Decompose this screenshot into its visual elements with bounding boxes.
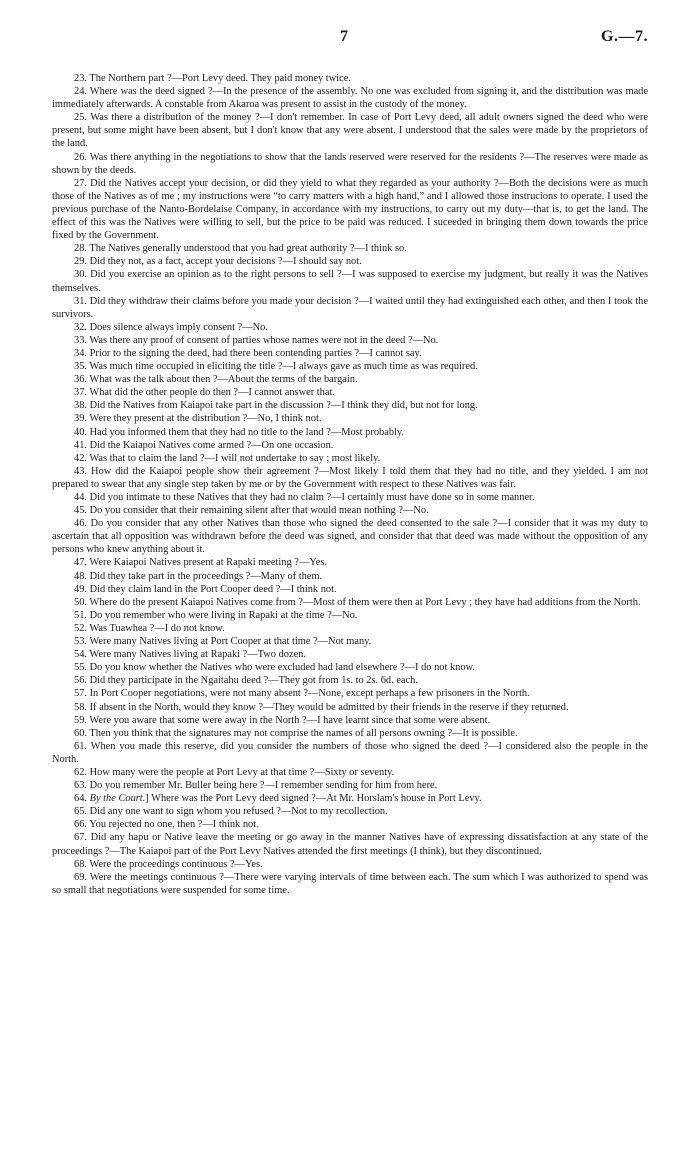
question-answer-paragraph: 29. Did they not, as a fact, accept your decisions ?—I should say not. — [74, 256, 362, 268]
question-answer-paragraph: 24. Where was the deed signed ?—In the presence of the assembly. No one was excluded from signing it, and the distribution was made immediately afterwards. A constable from Akaroa was present to assist in the custody of the money. — [52, 86, 648, 111]
question-answer-paragraph: 47. Were Kaiapoi Natives present at Rapaki meeting ?—Yes. — [74, 557, 327, 569]
question-answer-paragraph: 41. Did the Kaiapoi Natives come armed ?—On one occasion. — [74, 439, 334, 451]
question-answer-paragraph: 28. The Natives generally understood that you had great authority ?—I think so. — [74, 243, 407, 255]
question-answer-paragraph: 61. When you made this reserve, did you consider the numbers of those who signed the deed ?—I considered also the people in the North. — [52, 740, 648, 765]
question-answer-paragraph: 23. The Northern part ?—Port Levy deed. They paid money twice. — [74, 73, 351, 84]
question-answer-paragraph: 43. How did the Kaiapoi people show their agreement ?—Most likely I told them that they had no title, and they yielded. I am not prepared to swear that any single step taken by me or by the Government with respect to these Natives was fair. — [52, 465, 648, 490]
question-answer-paragraph: 54. Were many Natives living at Rapaki ?—Two dozen. — [74, 649, 306, 661]
question-answer-paragraph: 35. Was much time occupied in eliciting the title ?—I always gave as much time as was required. — [74, 361, 478, 373]
question-answer-paragraph: 45. Do you consider that their remaining silent after that would mean nothing ?—No. — [74, 505, 429, 517]
question-answer-paragraph: 50. Where do the present Kaiapoi Natives come from ?—Most of them were then at Port Levy ; they have had additions from the North. — [74, 596, 641, 608]
question-answer-paragraph: 38. Did the Natives from Kaiapoi take part in the discussion ?—I think they did, but not for long. — [74, 400, 478, 412]
question-answer-paragraph: 64. By the Court.] Where was the Port Levy deed signed ?—At Mr. Horslam's house in Port Levy. — [74, 793, 482, 805]
question-answer-paragraph: 31. Did they withdraw their claims before you made your decision ?—I waited until they had extinguished each other, and then I took the survivors. — [52, 295, 648, 320]
question-answer-paragraph: 68. Were the proceedings continuous ?—Yes. — [74, 858, 263, 870]
question-answer-paragraph: 39. Were they present at the distribution ?—No, I think not. — [74, 413, 322, 425]
question-answer-paragraph: 58. If absent in the North, would they know ?—They would be admitted by their friends in the reserve if they returned. — [74, 701, 569, 713]
question-answer-paragraph: 36. What was the talk about then ?—About the terms of the bargain. — [74, 374, 358, 386]
question-answer-paragraph: 53. Were many Natives living at Port Cooper at that time ?—Not many. — [74, 636, 372, 648]
question-answer-paragraph: 26. Was there anything in the negotiations to show that the lands reserved were reserved for the residents ?—The reserves were made as shown by the deeds. — [52, 151, 648, 176]
question-answer-paragraph: 49. Did they claim land in the Port Cooper deed ?—I think not. — [74, 583, 337, 595]
question-answer-paragraph: 65. Did any one want to sign whom you refused ?—Not to my recollection. — [74, 806, 388, 818]
question-answer-paragraph: 66. You rejected no one, then ?—I think not. — [74, 819, 259, 831]
question-answer-paragraph: 32. Does silence always imply consent ?—No. — [74, 321, 268, 333]
page-header — [52, 30, 648, 72]
question-answer-paragraph: 69. Were the meetings continuous ?—There were varying intervals of time between each. The sum which I was authorized to spend was so small that negotiations were suspended for some time. — [52, 871, 648, 896]
question-answer-paragraph: 60. Then you think that the signatures may not comprise the names of all persons owning ?—It is possible. — [74, 727, 518, 739]
question-answer-paragraph: 44. Did you intimate to these Natives that they had no claim ?—I certainly must have done so in some manner. — [74, 492, 535, 503]
question-answer-paragraph: 46. Do you consider that any other Natives than those who signed the deed consented to the sale ?—I consider that it was my duty to ascertain that all opposition was withdrawn before the deed was signed, and consider that that deed was made without the opposition of any persons who knew anything about it. — [52, 518, 648, 556]
question-answer-paragraph: 27. Did the Natives accept your decision, or did they yield to what they regarded as your authority ?—Both the decisions were as much those of the Natives as of me ; my instructions were “to carry matters with a high hand,” and I allowed those instrucions to operate. I used the previous purchase of the Nanto-Bordelaise Company, in accordance with my instructions, to carry out my duty—that is, to get the land. The effect of this was the Natives were willing to sell, but the price to be paid was reduced. I suceeded in bringing them down towards the price fixed by the Government. — [52, 177, 648, 242]
question-answer-paragraph: 55. Do you know whether the Natives who were excluded had land elsewhere ?—I do not know. — [74, 662, 475, 674]
question-answer-paragraph: 57. In Port Cooper negotiations, were not many absent ?—None, except perhaps a few prisoners in the North. — [74, 688, 530, 700]
question-answer-paragraph: 34. Prior to the signing the deed, had there been contending parties ?—I cannot say. — [74, 347, 422, 359]
question-answer-paragraph: 40. Had you informed them that they had no title to the land ?—Most probably. — [74, 426, 405, 438]
question-answer-paragraph: 48. Did they take part in the proceedings ?—Many of them. — [74, 570, 323, 582]
question-answer-paragraph: 63. Do you remember Mr. Buller being here ?—I remember sending for him from here. — [74, 780, 438, 792]
evidence-body — [52, 72, 648, 897]
question-answer-paragraph: 42. Was that to claim the land ?—I will not undertake to say ; most likely. — [74, 452, 381, 464]
page-number: 7 — [340, 28, 348, 45]
question-answer-paragraph: 30. Did you exercise an opinion as to the right persons to sell ?—I was supposed to exercise my judgment, but really it was the Natives themselves. — [52, 269, 648, 294]
question-answer-paragraph: 62. How many were the people at Port Levy at that time ?—Sixty or seventy. — [74, 766, 395, 778]
question-answer-paragraph: 67. Did any hapu or Native leave the meeting or go away in the manner Natives have of expressing dissatisfaction at any state of the proceedings ?—The Kaiapoi part of the Port Levy Natives attended the first meetings (I think), but they discontinued. — [52, 832, 648, 857]
question-answer-paragraph: 56. Did they participate in the Ngaitahu deed ?—They got from 1s. to 2s. 6d. each. — [74, 675, 418, 687]
question-answer-paragraph: 37. What did the other people do then ?—I cannot answer that. — [74, 387, 335, 399]
question-answer-paragraph: 25. Was there a distribution of the money ?—I don't remember. In case of Port Levy deed, all adult owners signed the deed who were present, but some might have been absent, but I don't know that any were absent. I understood that the sales were made by the proprietors of the land. — [52, 112, 648, 150]
by-the-court-italic: By the Court. — [89, 793, 146, 805]
question-answer-paragraph: 33. Was there any proof of consent of parties whose names were not in the deed ?—No. — [74, 334, 439, 346]
question-answer-paragraph: 59. Were you aware that some were away in the North ?—I have learnt since that some were absent. — [74, 714, 491, 726]
document-reference: G.—7. — [601, 28, 648, 45]
question-answer-paragraph: 52. Was Tuawhea ?—I do not know. — [74, 622, 225, 634]
question-answer-paragraph: 51. Do you remember who were living in Rapaki at the time ?—No. — [74, 609, 358, 621]
